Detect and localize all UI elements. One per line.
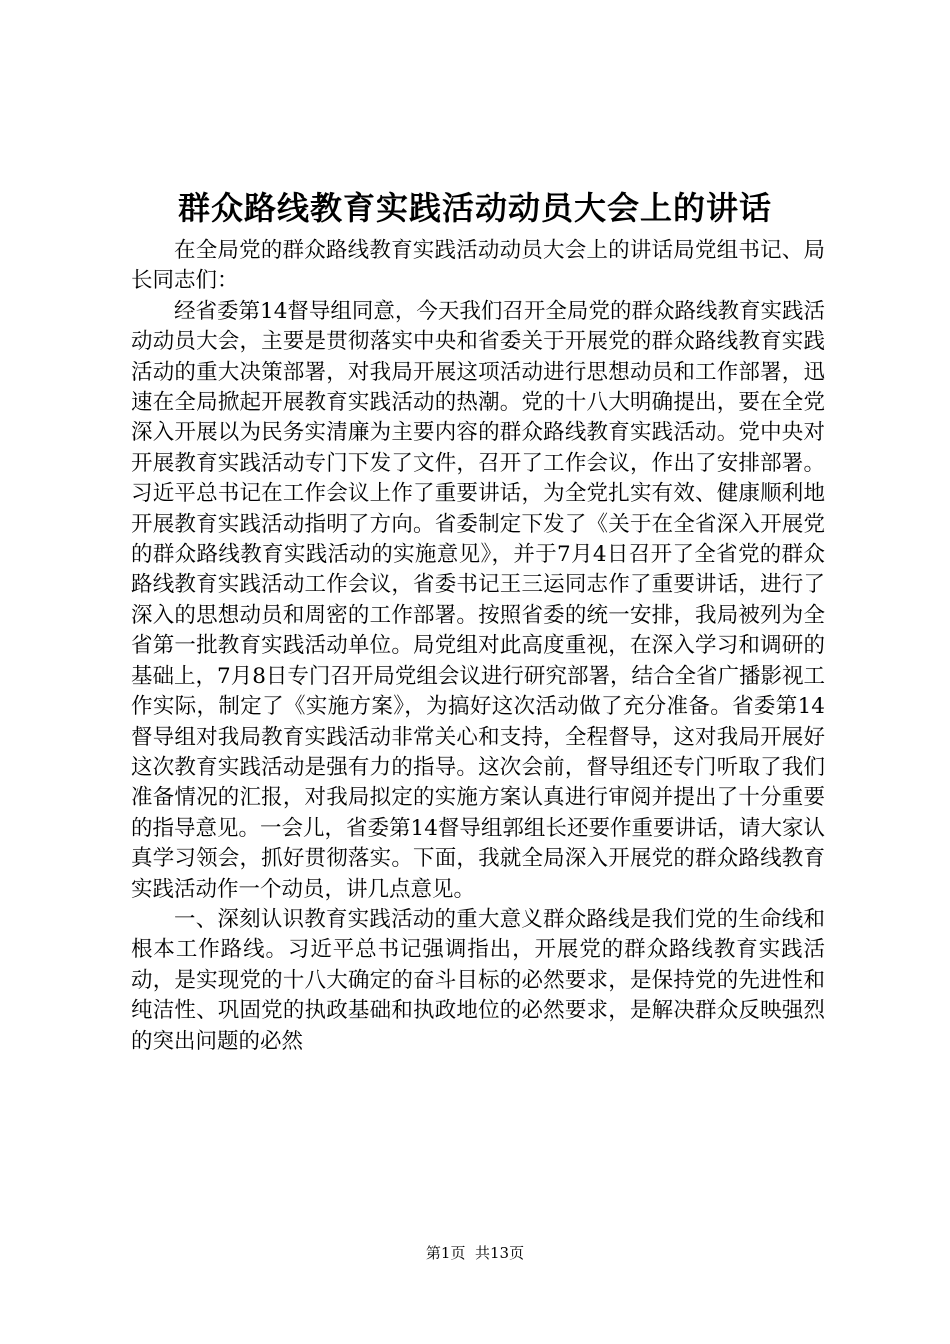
page-number: 第1页: [425, 1244, 466, 1262]
page-total: 共13页: [475, 1244, 525, 1262]
document-title: 群众路线教育实践活动动员大会上的讲话: [177, 189, 772, 227]
paragraph-introduction: 经省委第14督导组同意，今天我们召开全局党的群众路线教育实践活动动员大会，主要是贯彻落实中央和省委关于开展党的群众路线教育实践活动的重大决策部署，对我局开展这项活动进行思想动员和工作部署，迅速在全局掀起开展教育实践活动的热潮。党的十八大明确提出，要在全党深入开展以为民务实清廉为主要内容的群众路线教育实践活动。党中央对开展教育实践活动专门下发了文件，召开了工作会议，作出了安排部署。习近平总书记在工作会议上作了重要讲话，为全党扎实有效、健康顺利地开展教育实践活动指明了方向。省委制定下发了《关于在全省深入开展党的群众路线教育实践活动的实施意见》，并于7月4日召开了全省党的群众路线教育实践活动工作会议，省委书记王三运同志作了重要讲话，进行了深入的思想动员和周密的工作部署。按照省委的统一安排，我局被列为全省第一批教育实践活动单位。局党组对此高度重视，在深入学习和调研的基础上，7月8日专门召开局党组会议进行研究部署，结合全省广播影视工作实际，制定了《实施方案》，为搞好这次活动做了充分准备。省委第14督导组对我局教育实践活动非常关心和支持，全程督导，这对我局开展好这次教育实践活动是强有力的指导。这次会前，督导组还专门听取了我们准备情况的汇报，对我局拟定的实施方案认真进行审阅并提出了十分重要的指导意见。一会儿，省委第14督导组郭组长还要作重要讲话，请大家认真学习领会，抓好贯彻落实。下面，我就全局深入开展党的群众路线教育实践活动作一个动员，讲几点意见。: [131, 298, 825, 902]
page-footer: [0, 1243, 950, 1263]
document-body: [131, 236, 825, 1057]
paragraph-section-one: 一、深刻认识教育实践活动的重大意义群众路线是我们党的生命线和根本工作路线。习近平总书记强调指出，开展党的群众路线教育实践活动，是实现党的十八大确定的奋斗目标的必然要求，是保持党的先进性和纯洁性、巩固党的执政基础和执政地位的必然要求，是解决群众反映强烈的突出问题的必然: [131, 906, 825, 1054]
footer-gap: [465, 1244, 475, 1262]
paragraph-opening: 在全局党的群众路线教育实践活动动员大会上的讲话局党组书记、局长同志们：: [131, 238, 825, 294]
